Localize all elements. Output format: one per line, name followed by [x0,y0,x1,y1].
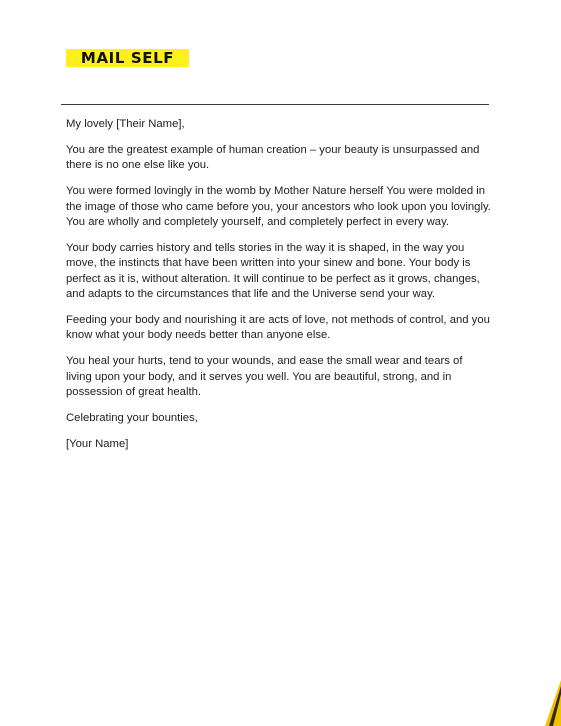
letter-body [66,117,491,463]
letter-paragraph-4: Feeding your body and nourishing it are acts of love, not methods of control, and you know what your body needs better than anyone else. [66,314,490,342]
letter-closing: Celebrating your bounties, [66,412,198,425]
header-divider [61,104,489,105]
letter-salutation: My lovely [Their Name], [66,118,185,130]
letter-paragraph-1: You are the greatest example of human creation – your beauty is unsurpassed and there is no one else like you. [66,143,480,172]
letter-paragraph-2: You were formed lovingly in the womb by Mother Nature herself You were molded in the image of those who came before you, your ancestors who look upon you lovingly. You are wholly and completely yourself, and completely perfect in every way. [66,185,491,229]
letter-paragraph-3: Your body carries history and tells stories in the way it is shaped, in the way you move, the instincts that have been written into your sinew and bone. Your body is perfect as it is, without alteration. It will continue to be perfect as it grows, changes, and adapts to the circumstances that life and the Universe send your way. [66,241,480,301]
letter-signature: [Your Name] [66,438,129,450]
letter-paragraph-5: You heal your hurts, tend to your wounds, and ease the small wear and tears of living upon your body, and it serves you well. You are beautiful, strong, and in possession of great health. [66,355,463,399]
logo-text: MAIL SELF [80,49,175,67]
corner-accent [545,680,561,726]
mail-self-logo [66,49,189,67]
